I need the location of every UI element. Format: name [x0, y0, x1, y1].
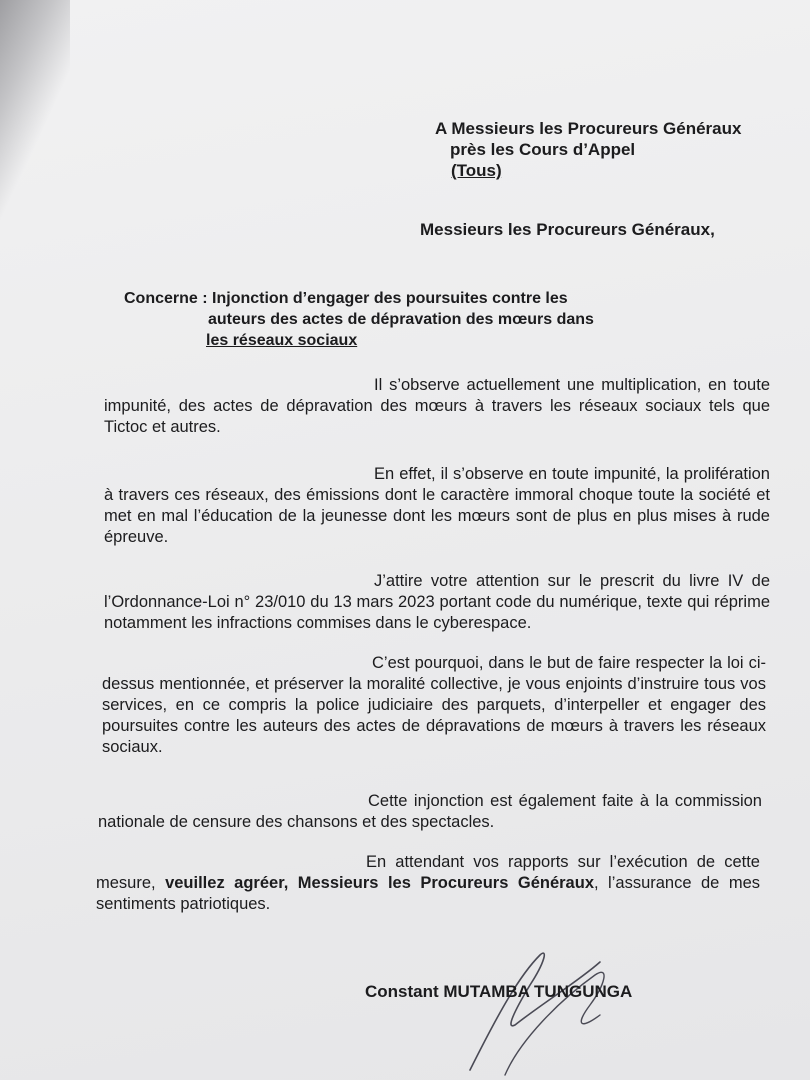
subject-label: Concerne : [124, 290, 208, 307]
salutation: Messieurs les Procureurs Généraux, [420, 220, 715, 239]
paragraph-4-text: C’est pourquoi, dans le but de faire respecter la loi ci-dessus mentionnée, et préserver la moralité collective, je vous enjoints d’instruire tous vos services, en ce compris la police judiciaire des parquets, d’interpeller et engager des poursuites contre les auteurs des actes de dépravations de mœurs à travers les réseaux sociaux. [102, 654, 766, 756]
paragraph-3-text: J’attire votre attention sur le prescrit du livre IV de l’Ordonnance-Loi n° 23/010 du 13 mars 2023 portant code du numérique, texte qui réprime notamment les infractions commises dans le cyberespace. [104, 572, 770, 632]
addressee-line-1: A Messieurs les Procureurs Généraux [435, 119, 742, 138]
signatory-name: Constant MUTAMBA TUNGUNGA [365, 982, 633, 1001]
closing-part-2: , l’assurance de mes sentiments patriotiques. [96, 874, 760, 913]
subject-line-2: auteurs des actes de dépravation des mœurs dans [208, 311, 594, 328]
closing-bold: veuillez agréer, Messieurs les Procureurs Généraux [165, 874, 594, 892]
paragraph-5-text: Cette injonction est également faite à la commission nationale de censure des chansons et des spectacles. [98, 792, 762, 831]
addressee-line-2: près les Cours d’Appel [450, 140, 636, 159]
paragraph-2-text: En effet, il s’observe en toute impunité, la prolifération à travers ces réseaux, des émissions dont le caractère immoral choque toute la société et met en mal l’éducation de la jeunesse dont les mœurs sont de plus en plus mises à rude épreuve. [104, 465, 770, 546]
subject-line-1: Injonction d’engager des poursuites contre les [212, 290, 568, 307]
closing-part-1: En attendant vos rapports sur l’exécution de cette mesure, [96, 853, 760, 892]
subject-line-3: les réseaux sociaux [206, 332, 358, 349]
addressee-line-3: (Tous) [451, 161, 502, 180]
paragraph-1-text: Il s’observe actuellement une multiplication, en toute impunité, des actes de dépravation des mœurs à travers les réseaux sociaux tels que Tictoc et autres. [104, 376, 770, 436]
